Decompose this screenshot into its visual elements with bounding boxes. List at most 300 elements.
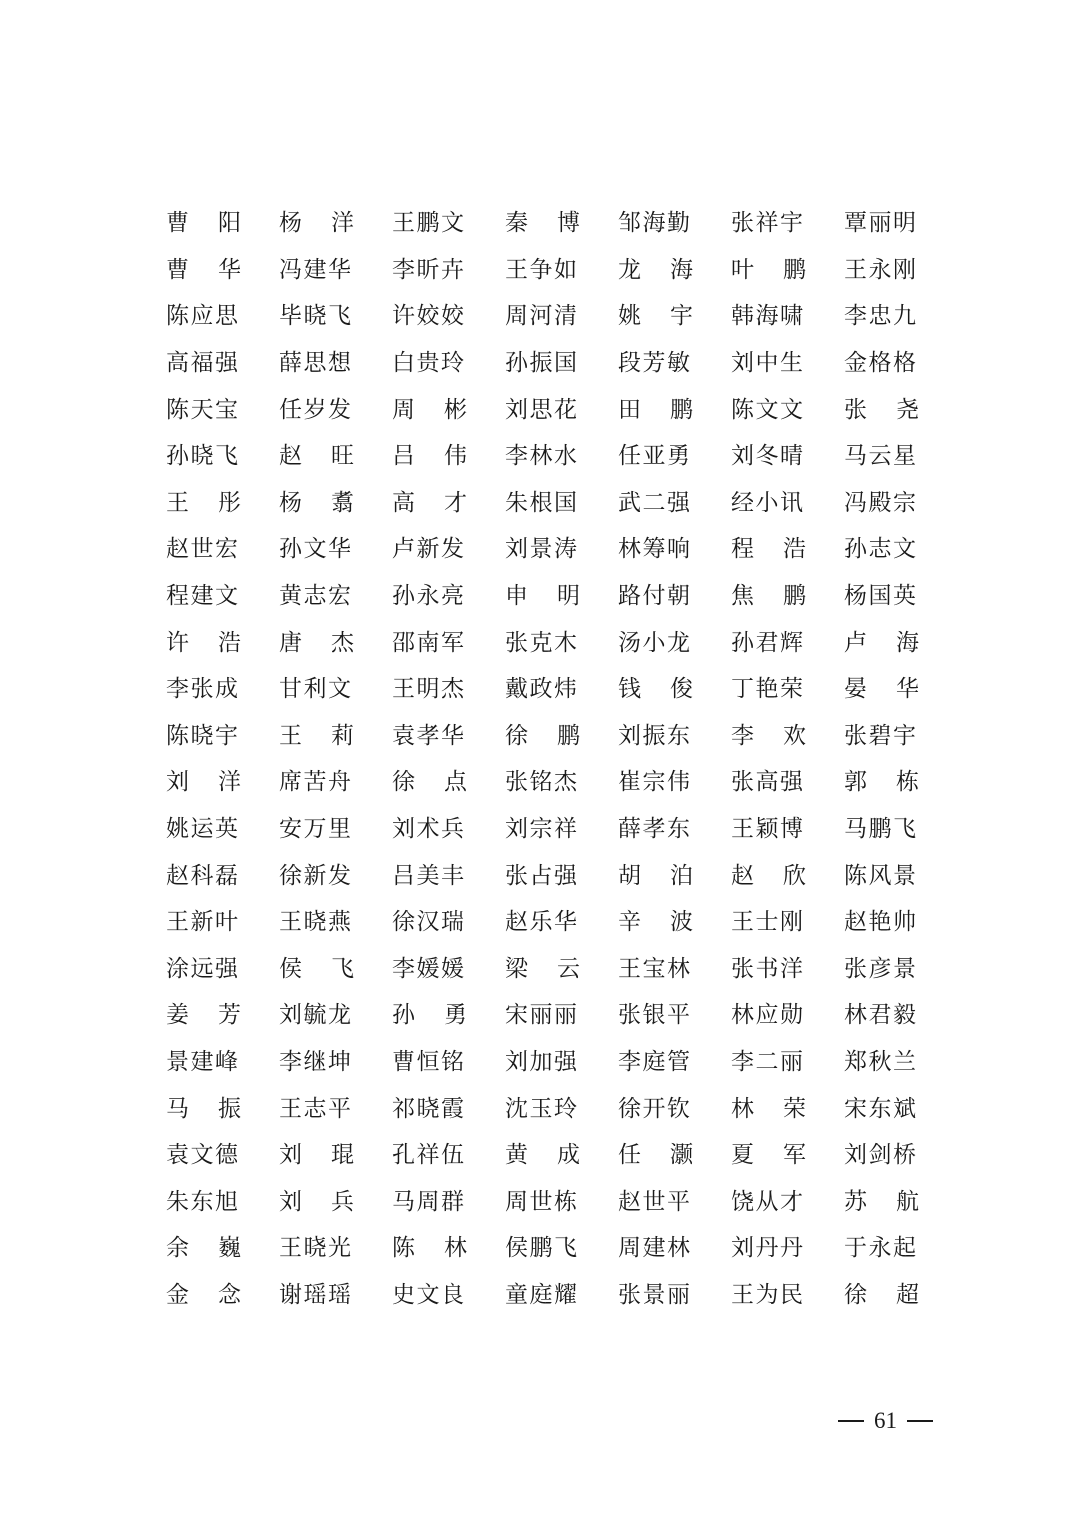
person-name: 任 灏	[618, 1142, 693, 1169]
person-name: 周 彬	[392, 396, 467, 423]
name-cell	[505, 436, 618, 476]
name-cell	[844, 390, 957, 430]
name-cell	[279, 1275, 392, 1315]
name-cell	[392, 995, 505, 1035]
name-cell	[618, 250, 731, 290]
person-name: 张景丽	[618, 1281, 692, 1308]
person-name: 赵 旺	[279, 443, 354, 470]
person-name: 王鹏文	[392, 210, 466, 237]
name-cell	[166, 762, 279, 802]
person-name: 薛思想	[279, 350, 353, 377]
name-cell	[166, 1228, 279, 1268]
person-name: 刘振东	[618, 722, 692, 749]
person-name: 冯殿宗	[844, 489, 918, 516]
person-name: 刘毓龙	[279, 1002, 353, 1029]
person-name: 李林水	[505, 443, 579, 470]
name-row	[166, 992, 926, 1039]
person-name: 曹恒铭	[392, 1048, 466, 1075]
name-cell	[505, 576, 618, 616]
name-row	[166, 899, 926, 946]
name-cell	[166, 436, 279, 476]
person-name: 赵世宏	[166, 536, 240, 563]
person-name: 孙晓飞	[166, 443, 240, 470]
name-cell	[279, 203, 392, 243]
person-name: 徐 鹏	[505, 722, 580, 749]
person-name: 冯建华	[279, 256, 353, 283]
name-cell	[618, 949, 731, 989]
person-name: 童庭耀	[505, 1281, 579, 1308]
name-cell	[844, 203, 957, 243]
person-name: 景建峰	[166, 1048, 240, 1075]
name-cell	[618, 1135, 731, 1175]
name-cell	[618, 1275, 731, 1315]
name-cell	[618, 856, 731, 896]
name-cell	[279, 949, 392, 989]
name-row	[166, 1178, 926, 1225]
person-name: 朱根国	[505, 489, 579, 516]
name-cell	[166, 902, 279, 942]
name-cell	[505, 623, 618, 663]
person-name: 刘 洋	[166, 769, 241, 796]
name-row	[166, 386, 926, 433]
name-row	[166, 1132, 926, 1179]
person-name: 王新叶	[166, 909, 240, 936]
name-cell	[279, 1228, 392, 1268]
name-cell	[392, 809, 505, 849]
name-cell	[618, 669, 731, 709]
name-cell	[505, 995, 618, 1035]
name-cell	[279, 1135, 392, 1175]
name-cell	[505, 529, 618, 569]
name-cell	[731, 623, 844, 663]
person-name: 吕 伟	[392, 443, 467, 470]
person-name: 汤小龙	[618, 629, 692, 656]
person-name: 李庭管	[618, 1048, 692, 1075]
name-cell	[618, 390, 731, 430]
name-cell	[844, 902, 957, 942]
name-cell	[392, 1228, 505, 1268]
person-name: 王晓光	[279, 1235, 353, 1262]
person-name: 张祥宇	[731, 210, 805, 237]
name-cell	[392, 296, 505, 336]
person-name: 刘术兵	[392, 816, 466, 843]
name-cell	[166, 623, 279, 663]
person-name: 朱东旭	[166, 1188, 240, 1215]
name-row	[166, 480, 926, 527]
name-cell	[392, 762, 505, 802]
name-cell	[731, 669, 844, 709]
person-name: 郭 栋	[844, 769, 919, 796]
name-cell	[618, 1089, 731, 1129]
person-name: 钱 俊	[618, 676, 693, 703]
person-name: 毕晓飞	[279, 303, 353, 330]
name-cell	[166, 483, 279, 523]
name-cell	[618, 762, 731, 802]
person-name: 马云星	[844, 443, 918, 470]
person-name: 孙志文	[844, 536, 918, 563]
person-name: 赵世平	[618, 1188, 692, 1215]
name-cell	[166, 529, 279, 569]
person-name: 周建林	[618, 1235, 692, 1262]
person-name: 杨国英	[844, 583, 918, 610]
name-cell	[618, 623, 731, 663]
name-cell	[618, 1042, 731, 1082]
name-cell	[392, 716, 505, 756]
name-cell	[505, 1182, 618, 1222]
person-name: 于永起	[844, 1235, 918, 1262]
person-name: 王颖博	[731, 816, 805, 843]
name-row	[166, 200, 926, 247]
name-cell	[505, 949, 618, 989]
name-row	[166, 666, 926, 713]
name-cell	[279, 250, 392, 290]
name-cell	[392, 436, 505, 476]
name-cell	[392, 1042, 505, 1082]
person-name: 陈文文	[731, 396, 805, 423]
person-name: 杨 翥	[279, 489, 354, 516]
name-cell	[618, 343, 731, 383]
name-cell	[618, 436, 731, 476]
name-cell	[731, 1228, 844, 1268]
person-name: 饶从才	[731, 1188, 805, 1215]
name-cell	[731, 762, 844, 802]
name-cell	[392, 1275, 505, 1315]
person-name: 黄志宏	[279, 583, 353, 610]
person-name: 甘利文	[279, 676, 353, 703]
person-name: 张占强	[505, 862, 579, 889]
person-name: 徐 超	[844, 1281, 919, 1308]
person-name: 涂远强	[166, 955, 240, 982]
person-name: 刘中生	[731, 350, 805, 377]
person-name: 林应勋	[731, 1002, 805, 1029]
person-name: 刘 兵	[279, 1188, 354, 1215]
person-name: 黄 成	[505, 1142, 580, 1169]
person-name: 徐新发	[279, 862, 353, 889]
person-name: 赵 欣	[731, 862, 806, 889]
name-cell	[844, 809, 957, 849]
person-name: 刘 琨	[279, 1142, 354, 1169]
name-cell	[618, 995, 731, 1035]
person-name: 安万里	[279, 816, 353, 843]
name-row	[166, 1272, 926, 1319]
name-cell	[844, 250, 957, 290]
person-name: 孙振国	[505, 350, 579, 377]
name-cell	[618, 1182, 731, 1222]
person-name: 刘冬晴	[731, 443, 805, 470]
person-name: 田 鹏	[618, 396, 693, 423]
name-cell	[844, 1182, 957, 1222]
person-name: 王晓燕	[279, 909, 353, 936]
name-cell	[618, 1228, 731, 1268]
person-name: 姜 芳	[166, 1002, 241, 1029]
person-name: 宋东斌	[844, 1095, 918, 1122]
name-cell	[844, 995, 957, 1035]
name-cell	[505, 203, 618, 243]
name-cell	[844, 716, 957, 756]
person-name: 王宝林	[618, 955, 692, 982]
name-cell	[844, 436, 957, 476]
person-name: 段芳敏	[618, 350, 692, 377]
name-cell	[279, 1042, 392, 1082]
name-cell	[618, 296, 731, 336]
person-name: 陈风景	[844, 862, 918, 889]
person-name: 经小讯	[731, 489, 805, 516]
person-name: 叶 鹏	[731, 256, 806, 283]
person-name: 李继坤	[279, 1048, 353, 1075]
person-name: 唐 杰	[279, 629, 354, 656]
name-cell	[731, 995, 844, 1035]
name-cell	[844, 669, 957, 709]
name-cell	[392, 343, 505, 383]
person-name: 卢新发	[392, 536, 466, 563]
person-name: 许 浩	[166, 629, 241, 656]
person-name: 马鹏飞	[844, 816, 918, 843]
person-name: 赵艳帅	[844, 909, 918, 936]
person-name: 张彦景	[844, 955, 918, 982]
name-cell	[166, 576, 279, 616]
person-name: 孔祥伍	[392, 1142, 466, 1169]
person-name: 王 莉	[279, 722, 354, 749]
name-cell	[166, 203, 279, 243]
name-cell	[844, 483, 957, 523]
name-cell	[731, 576, 844, 616]
name-cell	[279, 1182, 392, 1222]
person-name: 张克木	[505, 629, 579, 656]
name-cell	[731, 390, 844, 430]
person-name: 夏 军	[731, 1142, 806, 1169]
person-name: 任岁发	[279, 396, 353, 423]
page-number-left-dash	[838, 1420, 864, 1422]
name-cell	[166, 296, 279, 336]
person-name: 袁文德	[166, 1142, 240, 1169]
person-name: 张碧宇	[844, 722, 918, 749]
person-name: 刘思花	[505, 396, 579, 423]
person-name: 刘加强	[505, 1048, 579, 1075]
name-cell	[279, 390, 392, 430]
name-cell	[392, 576, 505, 616]
name-cell	[731, 250, 844, 290]
name-row	[166, 713, 926, 760]
name-cell	[505, 762, 618, 802]
name-cell	[844, 1275, 957, 1315]
person-name: 路付朝	[618, 583, 692, 610]
person-name: 张 尧	[844, 396, 919, 423]
name-cell	[844, 1135, 957, 1175]
name-row	[166, 247, 926, 294]
person-name: 谢瑶瑶	[279, 1281, 353, 1308]
name-cell	[279, 902, 392, 942]
person-name: 王 彤	[166, 489, 241, 516]
name-cell	[279, 995, 392, 1035]
name-cell	[505, 390, 618, 430]
person-name: 张铭杰	[505, 769, 579, 796]
person-name: 高 才	[392, 489, 467, 516]
name-cell	[279, 576, 392, 616]
name-cell	[844, 762, 957, 802]
person-name: 孙君辉	[731, 629, 805, 656]
person-name: 王明杰	[392, 676, 466, 703]
name-cell	[166, 1275, 279, 1315]
name-cell	[505, 856, 618, 896]
name-cell	[731, 529, 844, 569]
name-row	[166, 759, 926, 806]
name-row	[166, 1225, 926, 1272]
name-cell	[844, 343, 957, 383]
person-name: 曹 华	[166, 256, 241, 283]
name-cell	[279, 623, 392, 663]
name-cell	[618, 203, 731, 243]
person-name: 辛 波	[618, 909, 693, 936]
person-name: 申 明	[505, 583, 580, 610]
person-name: 金 念	[166, 1281, 241, 1308]
name-cell	[392, 483, 505, 523]
name-row	[166, 619, 926, 666]
name-cell	[279, 1089, 392, 1129]
name-cell	[731, 1042, 844, 1082]
person-name: 刘景涛	[505, 536, 579, 563]
person-name: 赵科磊	[166, 862, 240, 889]
name-row	[166, 946, 926, 993]
person-name: 梁 云	[505, 955, 580, 982]
name-cell	[166, 390, 279, 430]
person-name: 焦 鹏	[731, 583, 806, 610]
person-name: 李二丽	[731, 1048, 805, 1075]
person-name: 徐开钦	[618, 1095, 692, 1122]
name-cell	[731, 436, 844, 476]
person-name: 张书洋	[731, 955, 805, 982]
name-cell	[505, 716, 618, 756]
name-row	[166, 806, 926, 853]
name-cell	[844, 576, 957, 616]
name-cell	[618, 576, 731, 616]
person-name: 张银平	[618, 1002, 692, 1029]
person-name: 丁艳荣	[731, 676, 805, 703]
name-cell	[844, 623, 957, 663]
person-name: 李媛媛	[392, 955, 466, 982]
name-cell	[731, 949, 844, 989]
name-cell	[392, 1089, 505, 1129]
name-cell	[505, 1042, 618, 1082]
person-name: 韩海啸	[731, 303, 805, 330]
name-cell	[844, 1089, 957, 1129]
name-cell	[392, 669, 505, 709]
person-name: 戴政炜	[505, 676, 579, 703]
person-name: 高福强	[166, 350, 240, 377]
person-name: 崔宗伟	[618, 769, 692, 796]
person-name: 陈 林	[392, 1235, 467, 1262]
person-name: 周河清	[505, 303, 579, 330]
person-name: 李张成	[166, 676, 240, 703]
name-cell	[392, 250, 505, 290]
person-name: 王争如	[505, 256, 579, 283]
name-cell	[392, 203, 505, 243]
name-cell	[392, 949, 505, 989]
name-cell	[392, 529, 505, 569]
name-cell	[392, 1135, 505, 1175]
page-number: 61	[874, 1408, 897, 1433]
name-cell	[279, 436, 392, 476]
person-name: 曹 阳	[166, 210, 241, 237]
person-name: 林君毅	[844, 1002, 918, 1029]
person-name: 卢 海	[844, 629, 919, 656]
name-cell	[392, 623, 505, 663]
name-cell	[844, 949, 957, 989]
person-name: 史文良	[392, 1281, 466, 1308]
person-name: 孙 勇	[392, 1002, 467, 1029]
person-name: 席苦舟	[279, 769, 353, 796]
name-row	[166, 852, 926, 899]
name-cell	[166, 250, 279, 290]
person-name: 王为民	[731, 1281, 805, 1308]
person-name: 李 欢	[731, 722, 806, 749]
person-name: 胡 泊	[618, 862, 693, 889]
person-name: 姚 宇	[618, 303, 693, 330]
name-cell	[166, 716, 279, 756]
name-cell	[279, 296, 392, 336]
person-name: 许姣姣	[392, 303, 466, 330]
name-cell	[844, 1228, 957, 1268]
name-cell	[618, 483, 731, 523]
person-name: 陈天宝	[166, 396, 240, 423]
person-name: 杨 洋	[279, 210, 354, 237]
name-cell	[392, 1182, 505, 1222]
person-name: 刘宗祥	[505, 816, 579, 843]
name-cell	[392, 856, 505, 896]
person-name: 赵乐华	[505, 909, 579, 936]
person-name: 任亚勇	[618, 443, 692, 470]
name-cell	[166, 1042, 279, 1082]
name-cell	[844, 856, 957, 896]
name-cell	[505, 669, 618, 709]
person-name: 陈晓宇	[166, 722, 240, 749]
name-cell	[844, 529, 957, 569]
name-row	[166, 340, 926, 387]
person-name: 袁孝华	[392, 722, 466, 749]
name-cell	[731, 203, 844, 243]
person-name: 陈应思	[166, 303, 240, 330]
person-name: 宋丽丽	[505, 1002, 579, 1029]
person-name: 余 巍	[166, 1235, 241, 1262]
person-name: 薛孝东	[618, 816, 692, 843]
name-cell	[731, 1182, 844, 1222]
person-name: 武二强	[618, 489, 692, 516]
person-name: 刘剑桥	[844, 1142, 918, 1169]
name-cell	[505, 1089, 618, 1129]
person-name: 徐 点	[392, 769, 467, 796]
name-cell	[844, 296, 957, 336]
name-cell	[618, 716, 731, 756]
person-name: 白贵玲	[392, 350, 466, 377]
person-name: 邹海勤	[618, 210, 692, 237]
name-cell	[505, 343, 618, 383]
person-name: 林 荣	[731, 1095, 806, 1122]
name-cell	[166, 343, 279, 383]
name-row	[166, 1085, 926, 1132]
person-name: 徐汉瑞	[392, 909, 466, 936]
name-row	[166, 526, 926, 573]
person-name: 周世栋	[505, 1188, 579, 1215]
name-cell	[505, 1275, 618, 1315]
name-cell	[279, 669, 392, 709]
person-name: 马周群	[392, 1188, 466, 1215]
name-cell	[731, 856, 844, 896]
name-cell	[279, 856, 392, 896]
name-cell	[618, 529, 731, 569]
name-cell	[731, 483, 844, 523]
name-cell	[166, 809, 279, 849]
person-name: 姚运英	[166, 816, 240, 843]
name-cell	[844, 1042, 957, 1082]
